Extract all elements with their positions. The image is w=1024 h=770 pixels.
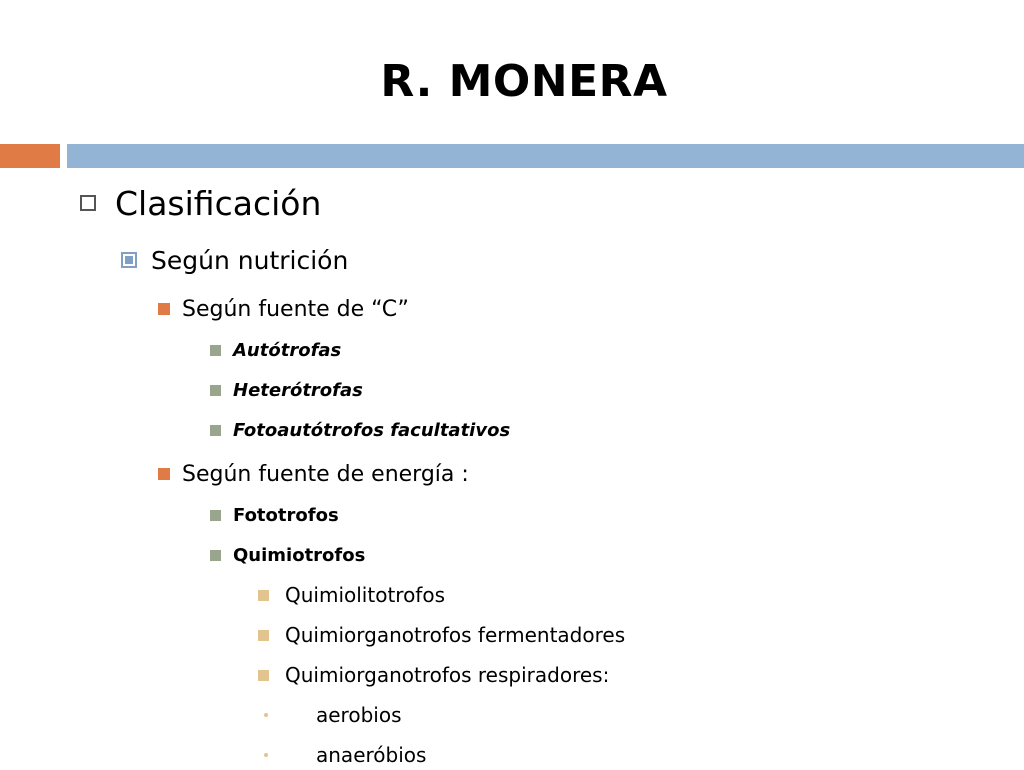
square-bullet-icon [258, 670, 269, 681]
square-bullet-icon [210, 385, 221, 396]
list-item [210, 336, 341, 364]
carbon-source-label: Según fuente de “C” [182, 296, 409, 322]
accent-bar-orange [0, 144, 60, 168]
outline-subheading [121, 242, 348, 278]
list-item-text: Quimiorganotrofos respiradores: [285, 663, 610, 687]
list-item-text: Fotoautótrofos facultativos [233, 419, 511, 441]
outline-subheading-text: Según nutrición [151, 245, 349, 275]
square-bullet-icon [210, 550, 221, 561]
square-bullet-icon [158, 468, 170, 480]
list-item-text: Autótrofas [233, 339, 342, 361]
list-item-text: Fototrofos [233, 504, 339, 526]
list-item [264, 700, 402, 730]
outline-heading [80, 180, 321, 226]
list-item-text: Heterótrofas [233, 379, 363, 401]
dot-bullet-icon [264, 713, 268, 717]
square-bullet-icon [258, 590, 269, 601]
list-item-text: anaeróbios [316, 743, 427, 767]
hollow-square-bullet-icon [80, 195, 96, 211]
list-item [210, 541, 365, 569]
list-item-text: aerobios [316, 703, 402, 727]
list-item [264, 740, 426, 770]
projected-square-bullet-icon [121, 252, 137, 268]
list-item [258, 660, 609, 690]
list-item-text: Quimiorganotrofos fermentadores [285, 623, 626, 647]
outline-energy-source [158, 458, 469, 490]
square-bullet-icon [210, 425, 221, 436]
list-item [258, 580, 445, 610]
list-item [210, 501, 339, 529]
dot-bullet-icon [264, 753, 268, 757]
list-item-text: Quimiotrofos [233, 544, 366, 566]
outline-heading-text: Clasificación [115, 183, 322, 223]
list-item-text: Quimiolitotrofos [285, 583, 445, 607]
outline-carbon-source [158, 293, 409, 325]
square-bullet-icon [158, 303, 170, 315]
square-bullet-icon [210, 345, 221, 356]
list-item [258, 620, 625, 650]
list-item [210, 376, 363, 404]
square-bullet-icon [258, 630, 269, 641]
slide-title: R. MONERA [380, 56, 668, 107]
energy-source-label: Según fuente de energía : [182, 461, 469, 487]
square-bullet-icon [210, 510, 221, 521]
list-item [210, 416, 510, 444]
accent-bar-blue [67, 144, 1024, 168]
